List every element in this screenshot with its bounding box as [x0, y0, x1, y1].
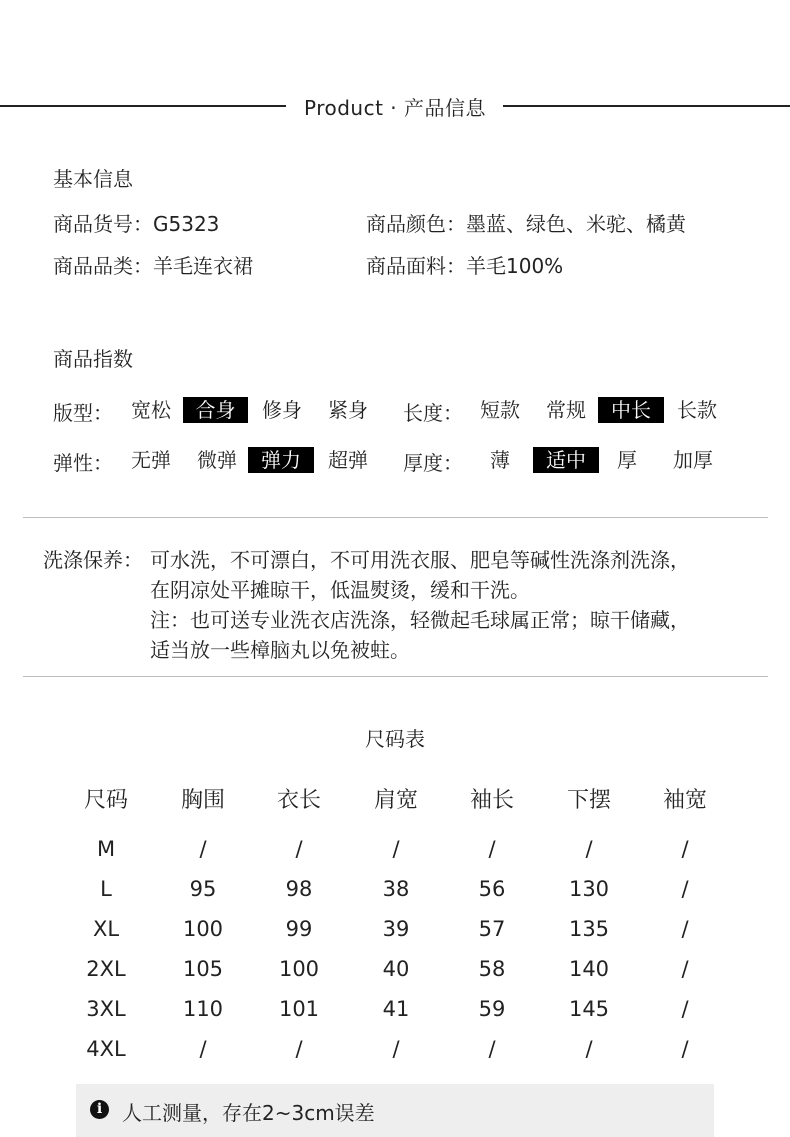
divider-top — [23, 517, 768, 518]
size-value-cell: 145 — [568, 997, 610, 1021]
size-value-cell: 130 — [568, 877, 610, 901]
product-index-title: 商品指数 — [53, 347, 133, 371]
item-no-label: 商品货号： — [53, 212, 153, 236]
size-value-cell: 56 — [478, 877, 506, 901]
size-value-cell: / — [392, 1037, 400, 1061]
size-value-cell: / — [681, 997, 689, 1021]
elastic-option: 超弹 — [328, 448, 368, 472]
size-table-header: 袖宽 — [662, 788, 707, 813]
note-text: 人工测量，存在2~3cm误差 — [122, 1101, 375, 1125]
size-label-cell: 3XL — [86, 997, 126, 1021]
elastic-option: 无弹 — [131, 448, 171, 472]
size-value-cell: / — [585, 837, 593, 861]
fit-label: 版型： — [53, 401, 113, 425]
length-option: 短款 — [480, 398, 520, 422]
size-value-cell: 101 — [278, 997, 320, 1021]
thickness-label: 厚度： — [403, 451, 463, 475]
size-label-cell: M — [96, 837, 116, 861]
fit-option: 宽松 — [131, 398, 171, 422]
size-value-cell: 57 — [478, 917, 506, 941]
thickness-option: 加厚 — [673, 448, 713, 472]
length-option: 常规 — [546, 398, 586, 422]
item-no-value: G5323 — [153, 212, 220, 236]
size-table-header: 下摆 — [566, 788, 611, 813]
fabric-label: 商品面料： — [366, 254, 466, 278]
size-table-header: 袖长 — [469, 788, 514, 813]
care-line: 适当放一些樟脑丸以免被蛀。 — [150, 638, 410, 662]
size-value-cell: 40 — [382, 957, 410, 981]
length-label: 长度： — [403, 401, 463, 425]
measurement-note — [76, 1084, 714, 1137]
elastic-option: 弹力 — [248, 447, 314, 473]
length-option: 中长 — [598, 397, 664, 423]
size-value-cell: 39 — [382, 917, 410, 941]
size-table-header: 肩宽 — [373, 788, 418, 813]
size-label-cell: 2XL — [86, 957, 126, 981]
size-value-cell: 38 — [382, 877, 410, 901]
size-value-cell: 98 — [285, 877, 313, 901]
fabric-value: 羊毛100% — [466, 254, 564, 278]
category-row — [53, 250, 253, 279]
elastic-option: 微弹 — [197, 448, 237, 472]
size-table-header: 胸围 — [180, 788, 225, 813]
thickness-option: 厚 — [617, 448, 637, 472]
size-value-cell: / — [681, 917, 689, 941]
size-value-cell: / — [681, 837, 689, 861]
color-value: 墨蓝、绿色、米驼、橘黄 — [466, 212, 686, 236]
header-rule-left — [0, 105, 286, 107]
size-value-cell: 100 — [182, 917, 224, 941]
category-value: 羊毛连衣裙 — [153, 254, 253, 278]
size-value-cell: 135 — [568, 917, 610, 941]
size-value-cell: 110 — [182, 997, 224, 1021]
item-no-row — [53, 208, 219, 237]
care-line: 注：也可送专业洗衣店洗涤，轻微起毛球属正常；晾干储藏， — [150, 608, 690, 632]
care-label: 洗涤保养： — [43, 548, 143, 572]
size-value-cell: / — [199, 1037, 207, 1061]
size-label-cell: L — [100, 877, 112, 901]
size-value-cell: / — [681, 1037, 689, 1061]
care-line: 可水洗，不可漂白，不可用洗衣服、肥皂等碱性洗涤剂洗涤， — [150, 548, 690, 572]
size-table-header: 衣长 — [276, 788, 321, 813]
header-rule-right — [503, 105, 790, 107]
size-value-cell: / — [295, 837, 303, 861]
page-title: Product · 产品信息 — [303, 96, 486, 120]
size-label-cell: XL — [92, 917, 120, 941]
length-option: 长款 — [677, 398, 717, 422]
basic-info-title: 基本信息 — [53, 167, 133, 191]
category-label: 商品品类： — [53, 254, 153, 278]
care-line: 在阴凉处平摊晾干，低温熨烫，缓和干洗。 — [150, 578, 530, 602]
fit-option: 紧身 — [328, 398, 368, 422]
size-value-cell: 58 — [478, 957, 506, 981]
fit-option: 合身 — [183, 397, 248, 423]
size-value-cell: / — [585, 1037, 593, 1061]
size-value-cell: 99 — [285, 917, 313, 941]
fit-option: 修身 — [262, 398, 302, 422]
divider-bottom — [23, 676, 768, 677]
size-value-cell: / — [488, 837, 496, 861]
size-value-cell: 100 — [278, 957, 320, 981]
elastic-label: 弹性： — [53, 451, 113, 475]
fabric-row — [366, 250, 563, 279]
info-icon: i — [90, 1100, 109, 1119]
size-table-title: 尺码表 — [365, 727, 425, 751]
thickness-option: 适中 — [533, 447, 599, 473]
size-value-cell: / — [392, 837, 400, 861]
thickness-option: 薄 — [490, 448, 510, 472]
size-value-cell: 59 — [478, 997, 506, 1021]
size-value-cell: / — [199, 837, 207, 861]
size-value-cell: / — [488, 1037, 496, 1061]
color-label: 商品颜色： — [366, 212, 466, 236]
color-row — [366, 208, 686, 237]
size-value-cell: 95 — [189, 877, 217, 901]
size-value-cell: 140 — [568, 957, 610, 981]
size-label-cell: 4XL — [86, 1037, 126, 1061]
size-value-cell: / — [295, 1037, 303, 1061]
size-value-cell: / — [681, 957, 689, 981]
size-table-header: 尺码 — [83, 788, 128, 813]
size-value-cell: 105 — [182, 957, 224, 981]
size-value-cell: / — [681, 877, 689, 901]
size-value-cell: 41 — [382, 997, 410, 1021]
